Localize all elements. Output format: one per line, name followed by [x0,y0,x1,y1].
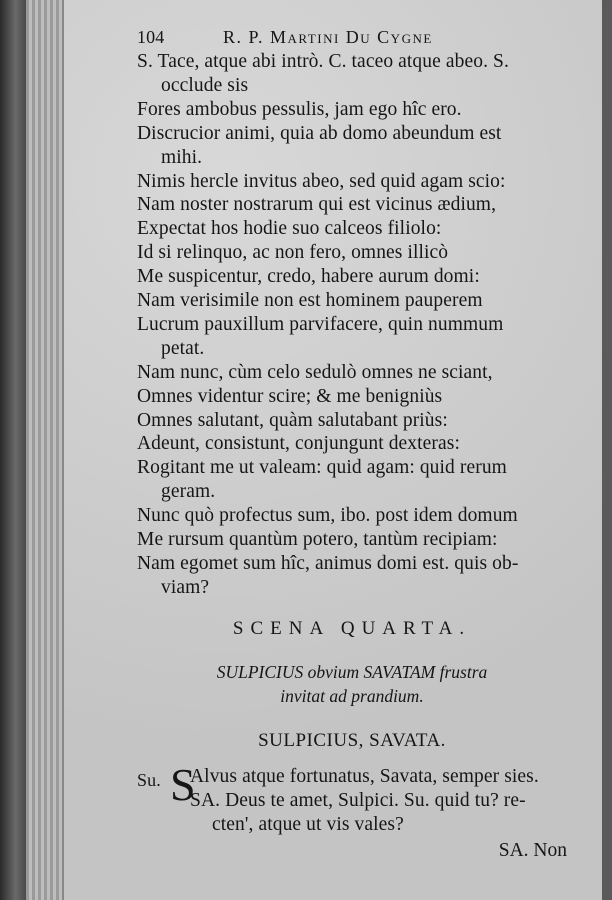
verse-line: Nam verisimile non est hominem pauperem [137,290,483,311]
verse-line: Nunc quò profectus sum, ibo. post idem domum [137,505,518,527]
book-binding-shadow [0,0,26,900]
verse-line: Nam egomet sum hîc, animus domi est. quis ob- [137,552,519,574]
drop-cap: S [170,759,196,810]
verse-line: Omnes videntur scire; & me benigniùs [137,385,443,407]
right-page-edge [602,0,612,900]
verse-line: Discrucior animi, quia ab domo abeundum est [137,122,502,144]
page-number: 104 [137,27,165,47]
verse-line: S. Tace, atque abi intrò. C. taceo atque abeo. S. [137,51,509,72]
verse-line: Nam noster nostrarum qui est vicinus ædium, [137,194,497,216]
verse-line: mihi. [161,146,203,168]
verse-line: Me suspicentur, credo, habere aurum domi: [137,266,480,288]
dialogue-line: SA. Deus te amet, Sulpici. Su. quid tu? re- [190,790,526,811]
dramatis-personae: SULPICIUS, SAVATA. [258,730,446,751]
dialogue-line: cten', atque ut vis vales? [212,814,404,835]
verse-line: Expectat hos hodie suo calceos filiolo: [137,218,442,240]
scene-title: SCENA QUARTA. [232,618,472,639]
verse-line: Id si relinquo, ac non fero, omnes illicò [137,242,449,264]
dialogue-line: Alvus atque fortunatus, Savata, semper sies. [190,766,539,787]
verse-line: occlude sis [161,74,249,96]
scene-argument-line-2: invitat ad prandium. [280,686,424,706]
verse-line: Omnes salutant, quàm salutabant priùs: [137,409,448,431]
verse-line: Fores ambobus pessulis, jam ego hîc ero. [137,98,462,120]
page-edges [26,0,62,900]
verse-line: Lucrum pauxillum parvifacere, quin nummum [137,313,504,335]
verse-line: Rogitant me ut valeam: quid agam: quid rerum [137,457,507,479]
verse-line: petat. [161,337,205,359]
verse-line: viam? [161,576,210,598]
running-title: R. P. Martini Du Cygne [223,27,433,47]
running-header [137,27,433,48]
verse-line: geram. [161,481,216,503]
scene-argument-line-1: SULPICIUS obvium SAVATAM frustra [216,662,488,682]
verse-line: Me rursum quantùm potero, tantùm recipiam: [137,529,498,550]
verse-line: Adeunt, consistunt, conjungunt dexteras: [137,433,460,455]
catchword: SA. Non [498,840,567,861]
verse-line: Nam nunc, cùm celo sedulò omnes ne sciant, [137,361,493,383]
speaker-label: Su. [137,770,161,790]
verse-line: Nimis hercle invitus abeo, sed quid agam scio: [137,170,506,192]
